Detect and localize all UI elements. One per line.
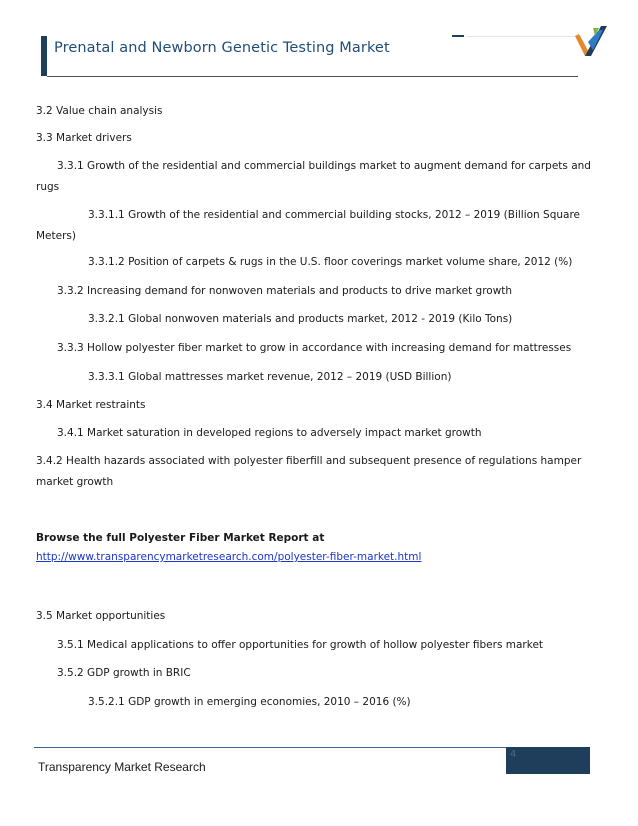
- toc-entry: 3.4.2 Health hazards associated with polyester fiberfill and subsequent presence of regulations hamper: [36, 455, 582, 467]
- report-link[interactable]: http://www.transparencymarketresearch.com/polyester-fiber-market.html: [36, 551, 422, 563]
- header-accent-bar: [41, 36, 47, 76]
- toc-entry-continued: Meters): [36, 230, 76, 242]
- toc-entry: 3.3.3.1 Global mattresses market revenue, 2012 – 2019 (USD Billion): [88, 371, 452, 383]
- toc-entry-continued: rugs: [36, 181, 60, 193]
- browse-heading: Browse the full Polyester Fiber Market Report at: [36, 532, 325, 544]
- toc-entry: 3.3.1 Growth of the residential and commercial buildings market to augment demand for carpets and: [57, 160, 591, 172]
- toc-entry: 3.3.3 Hollow polyester fiber market to grow in accordance with increasing demand for mattresses: [57, 342, 572, 354]
- toc-entry: 3.3.1.1 Growth of the residential and commercial building stocks, 2012 – 2019 (Billion Square: [88, 209, 581, 221]
- footer-divider: [34, 747, 506, 748]
- toc-entry-continued: market growth: [36, 476, 114, 488]
- header-thin-rule: [466, 36, 578, 37]
- toc-entry: 3.5.2 GDP growth in BRIC: [57, 667, 191, 679]
- header-dash: [452, 35, 464, 37]
- header-title: Prenatal and Newborn Genetic Testing Market: [54, 40, 390, 56]
- page-number: 4: [510, 749, 517, 760]
- toc-entry: 3.3.2.1 Global nonwoven materials and products market, 2012 - 2019 (Kilo Tons): [88, 313, 513, 325]
- checkmark-logo-icon: [571, 22, 611, 62]
- toc-entry: 3.2 Value chain analysis: [36, 105, 163, 117]
- toc-entry: 3.3 Market drivers: [36, 132, 132, 144]
- toc-entry: 3.5.1 Medical applications to offer opportunities for growth of hollow polyester fibers market: [57, 639, 544, 651]
- toc-entry: 3.4.1 Market saturation in developed regions to adversely impact market growth: [57, 427, 482, 439]
- toc-entry: 3.5.2.1 GDP growth in emerging economies, 2010 – 2016 (%): [88, 696, 411, 708]
- page-number-box: [506, 747, 590, 774]
- toc-entry: 3.3.1.2 Position of carpets & rugs in the U.S. floor coverings market volume share, 2012 (%): [88, 256, 573, 268]
- footer-company: Transparency Market Research: [38, 760, 206, 774]
- header-divider: [47, 76, 578, 77]
- toc-entry: 3.4 Market restraints: [36, 399, 146, 411]
- toc-entry: 3.5 Market opportunities: [36, 610, 166, 622]
- toc-entry: 3.3.2 Increasing demand for nonwoven materials and products to drive market growth: [57, 285, 513, 297]
